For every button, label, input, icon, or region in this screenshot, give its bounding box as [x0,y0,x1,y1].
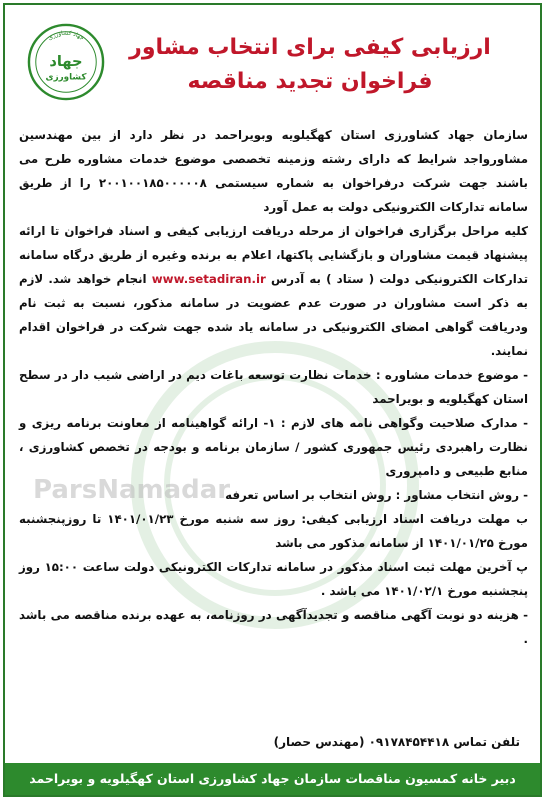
svg-text:کشاورزی: کشاورزی [45,72,87,83]
footer-banner: دبیر خانه کمسیون مناقصات سازمان جهاد کشاورزی استان کهگیلویه و بویراحمد [5,763,540,795]
paragraph-ad-cost: - هزینه دو نوبت آگهی مناقصه و تجدیدآگهی در روزنامه، به عهده برنده مناقصه می باشد . [19,608,528,646]
paragraph-subject: - موضوع خدمات مشاوره : خدمات نظارت توسعه باغات دیم در اراضی شیب دار در سطح استان کهگیلویه و بویراحمد [19,368,528,406]
paragraph-intro: سازمان جهاد کشاورزی استان کهگیلویه وبویراحمد در نظر دارد از بین مهندسین مشاورواجد شرایط که دارای رشته وزمینه تخصصی موضوع خدمات مشاوره طرح می باشند جهت شرکت درفراخوان به شماره سیستمی ۲۰۰۱۰۰۱۸۵۰۰۰۰۰۸ را از طریق سامانه تدارکات الکترونیکی دولت به عمل آورد [19,128,528,214]
watermark-text: ParsNamadar [33,475,231,505]
svg-text:جهاد کشاورزی: جهاد کشاورزی [47,30,85,42]
paragraph-qualifications: - مدارک صلاحیت وگواهی نامه های لازم : ۱- ارائه گواهینامه از معاونت برنامه ریزی و نظارت راهبردی رئیس جمهوری کشور / سازمان برنامه و بودجه در تخصص کشاورزی ، منابع طبیعی و دامپروری [19,416,528,478]
header [5,5,540,117]
process-text-b: انجام خواهد شد. لازم به ذکر است مشاوران در صورت عدم عضویت در سامانه مذکور، نسبت به ثبت نام ودریافت گواهی امضای الکترونیکی در سامانه یاد شده جهت شرکت در فراخوان اقدام نمایند. [19,272,528,358]
paragraph-submit-deadline: پ آخرین مهلت ثبت اسناد مذکور در سامانه تدارکات الکترونیکی دولت ساعت ۱۵:۰۰ روز پنجشنبه مورخ ۱۴۰۱/۰۲/۱ می باشد . [19,560,528,598]
svg-text:جهاد: جهاد [49,52,83,70]
contact-phone: تلفن تماس ۰۹۱۷۸۴۵۴۴۱۸ (مهندس حصار) [273,735,520,749]
paragraph-selection-method: - روش انتخاب مشاور : روش انتخاب بر اساس تعرفه [225,488,528,502]
paragraph-process [19,219,528,363]
process-text-a: کلیه مراحل برگزاری فراخوان از مرحله دریافت ارزیابی کیفی و اسناد فراخوان تا ارائه پیشنهاد قیمت مشاوران و بازگشایی پاکتها، اعلام به برنده وغیره از طریق درگاه سامانه تدارکات الکترونیکی دولت ( ستاد ) به آدرس [19,224,528,286]
notice-body [19,123,528,651]
notice-page [3,3,542,797]
paragraph-receive-deadline: ب مهلت دریافت اسناد ارزیابی کیفی: روز سه شنبه مورخ ۱۴۰۱/۰۱/۲۳ تا روزپنجشنبه مورخ ۱۴۰۱/۰۱/۲۵ از سامانه مذکور می باشد [19,512,528,550]
setadiran-link[interactable]: www.setadiran.ir [151,272,266,286]
title-line-1: ارزیابی کیفی برای انتخاب مشاور [129,35,491,60]
jahad-keshavarzi-logo [27,23,105,101]
title-line-2: فراخوان تجدید مناقصه [187,69,433,94]
